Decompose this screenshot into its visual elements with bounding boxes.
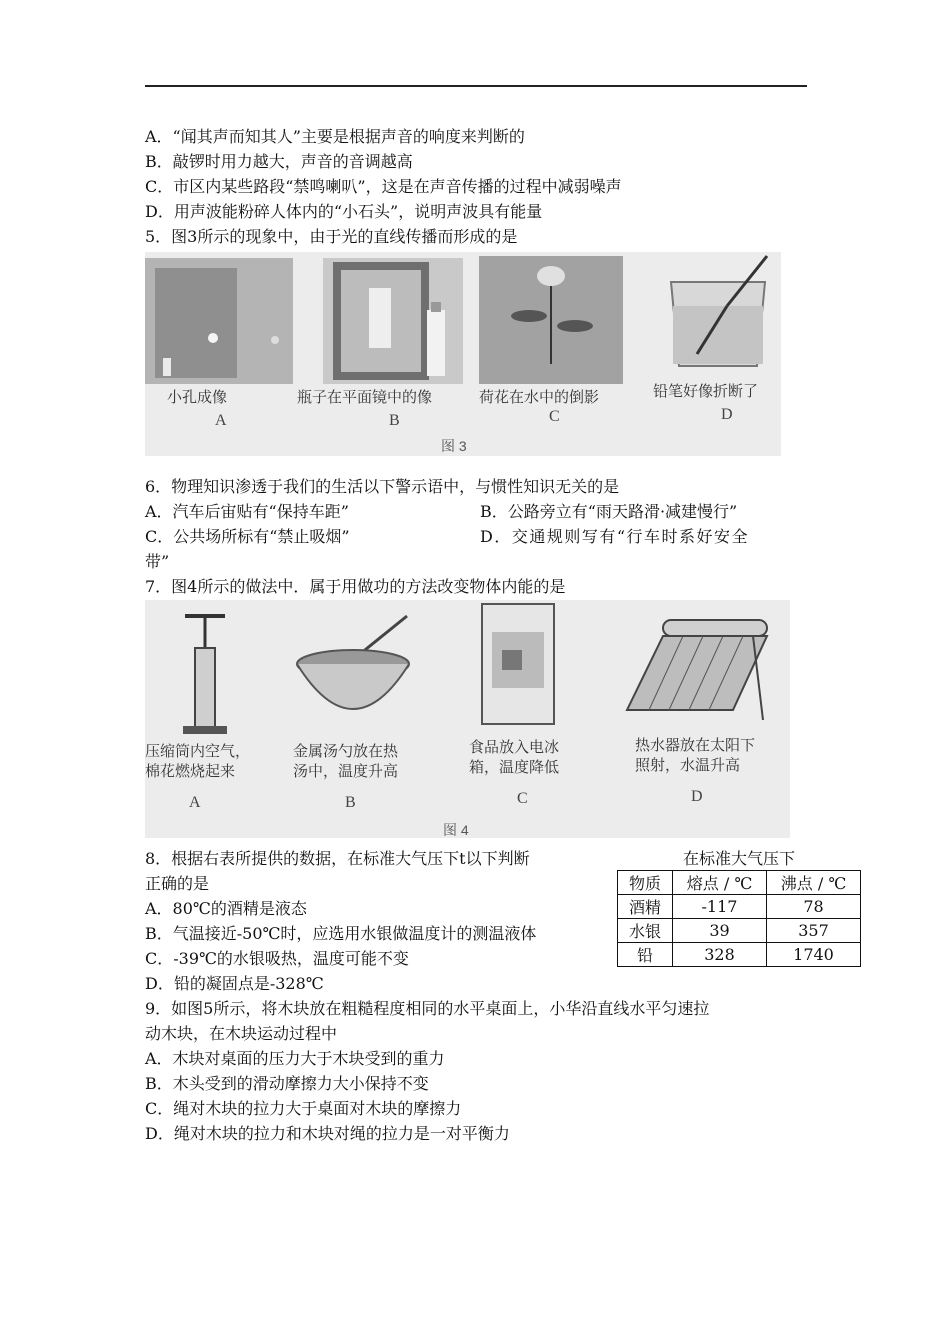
figure-4-caption-a-line1: 压缩筒内空气，: [145, 742, 251, 760]
q9-option-b: B．木头受到的滑动摩擦力大小保持不变: [145, 1074, 429, 1093]
figure-4-letter-d: D: [691, 788, 703, 805]
q6-stem: 6．物理知识渗透于我们的生活以下警示语中，与惯性知识无关的是: [145, 477, 620, 496]
glass-image: [657, 254, 779, 372]
q9-stem-line1: 9．如图5所示，将木块放在粗糙程度相同的水平桌面上，小华沿直线水平匀速拉: [145, 999, 710, 1018]
figure-4-caption-b-line1: 金属汤勺放在热: [293, 742, 399, 760]
table-cell: 水银: [618, 919, 673, 943]
mirror-image: [323, 258, 463, 384]
figure-3-panel-c: [479, 256, 623, 384]
lotus-image: [479, 256, 623, 384]
figure-4: [145, 600, 790, 838]
table-title: 在标准大气压下: [682, 849, 795, 868]
figure-3-panel-a: [145, 258, 293, 384]
q9-stem-line2: 动木块，在木块运动过程中: [145, 1024, 338, 1043]
figure-4-letter-b: B: [345, 794, 356, 811]
table-cell: 39: [673, 919, 767, 943]
figure-3-caption-a: 小孔成像: [167, 388, 228, 406]
table-header: 熔点 / ℃: [673, 871, 767, 895]
figure-4-letter-c: C: [517, 790, 528, 807]
q8-option-a: A．80℃的酒精是液态: [145, 899, 307, 918]
fridge-image: [480, 602, 556, 726]
figure-3: [145, 252, 781, 456]
figure-3-caption-c: 荷花在水中的倒影: [479, 388, 600, 406]
table-cell: 1740: [767, 943, 861, 967]
q9-option-c: C．绳对木块的拉力大于桌面对木块的摩擦力: [145, 1099, 462, 1118]
q4-option-d: D．用声波能粉碎人体内的“小石头”，说明声波具有能量: [145, 202, 543, 221]
figure-3-letter-c: C: [549, 408, 560, 425]
q7-stem: 7．图4所示的做法中．属于用做功的方法改变物体内能的是: [145, 577, 566, 596]
melting-boiling-table: [617, 848, 861, 967]
q8-stem-line1: 8．根据右表所提供的数据，在标准大气压下t以下判断: [145, 849, 530, 868]
pump-image: [175, 608, 235, 738]
q8-stem-line2: 正确的是: [145, 874, 210, 893]
bowl-image: [295, 614, 415, 724]
q4-option-a: A．“闻其声而知其人”主要是根据声音的响度来判断的: [145, 127, 525, 146]
figure-3-letter-b: B: [389, 412, 400, 429]
figure-4-caption-d-line1: 热水器放在太阳下: [635, 736, 756, 754]
figure-4-letter-a: A: [189, 794, 201, 811]
figure-4-caption-d-line2: 照射，水温升高: [635, 756, 741, 774]
figure-3-letter-d: D: [721, 406, 733, 423]
header-rule: [145, 85, 807, 87]
q6-option-d-continued: 带”: [145, 552, 170, 571]
figure-4-caption-c-line1: 食品放入电冰: [469, 738, 560, 756]
q4-option-c: C．市区内某些路段“禁鸣喇叭”，这是在声音传播的过程中减弱噪声: [145, 177, 622, 196]
figure-3-caption-d: 铅笔好像折断了: [653, 382, 759, 400]
table-row: [618, 895, 861, 919]
table-row: [618, 919, 861, 943]
q6-option-d: D．交通规则写有“行车时系好安全: [480, 527, 750, 546]
table-header-row: [618, 871, 861, 895]
table-row: [618, 943, 861, 967]
figure-3-panel-d: [657, 254, 779, 372]
q8-option-c: C．-39℃的水银吸热，温度可能不变: [145, 949, 409, 968]
table-header: 物质: [618, 871, 673, 895]
table-cell: 78: [767, 895, 861, 919]
q9-option-a: A．木块对桌面的压力大于木块受到的重力: [145, 1049, 445, 1068]
data-table: [617, 870, 861, 967]
table-cell: 酒精: [618, 895, 673, 919]
pinhole-image: [145, 258, 293, 384]
figure-3-caption-b: 瓶子在平面镜中的像: [297, 388, 433, 406]
q4-option-b: B．敲锣时用力越大，声音的音调越高: [145, 152, 413, 171]
q6-option-b: B．公路旁立有“雨天路滑·减建慢行”: [480, 502, 738, 521]
figure-3-panel-b: [323, 258, 463, 384]
figure-3-letter-a: A: [215, 412, 227, 429]
q8-option-b: B．气温接近-50℃时，应选用水银做温度计的测温液体: [145, 924, 537, 943]
figure-4-label: 图 4: [443, 822, 469, 838]
figure-4-caption-a-line2: 棉花燃烧起来: [145, 762, 236, 780]
figure-4-caption-b-line2: 汤中，温度升高: [293, 762, 399, 780]
table-cell: 328: [673, 943, 767, 967]
q6-option-c: C．公共场所标有“禁止吸烟”: [145, 527, 350, 546]
figure-3-label: 图 3: [441, 438, 467, 454]
q6-option-a: A．汽车后宙贴有“保持车距”: [145, 502, 349, 521]
q8-option-d: D．铅的凝固点是-328℃: [145, 974, 324, 993]
figure-4-caption-c-line2: 箱，温度降低: [469, 758, 560, 776]
table-cell: 357: [767, 919, 861, 943]
q5-stem: 5．图3所示的现象中，由于光的直线传播而形成的是: [145, 227, 518, 246]
table-header: 沸点 / ℃: [767, 871, 861, 895]
solar-heater-image: [623, 614, 773, 724]
table-cell: -117: [673, 895, 767, 919]
q9-option-d: D．绳对木块的拉力和木块对绳的拉力是一对平衡力: [145, 1124, 510, 1143]
table-cell: 铅: [618, 943, 673, 967]
